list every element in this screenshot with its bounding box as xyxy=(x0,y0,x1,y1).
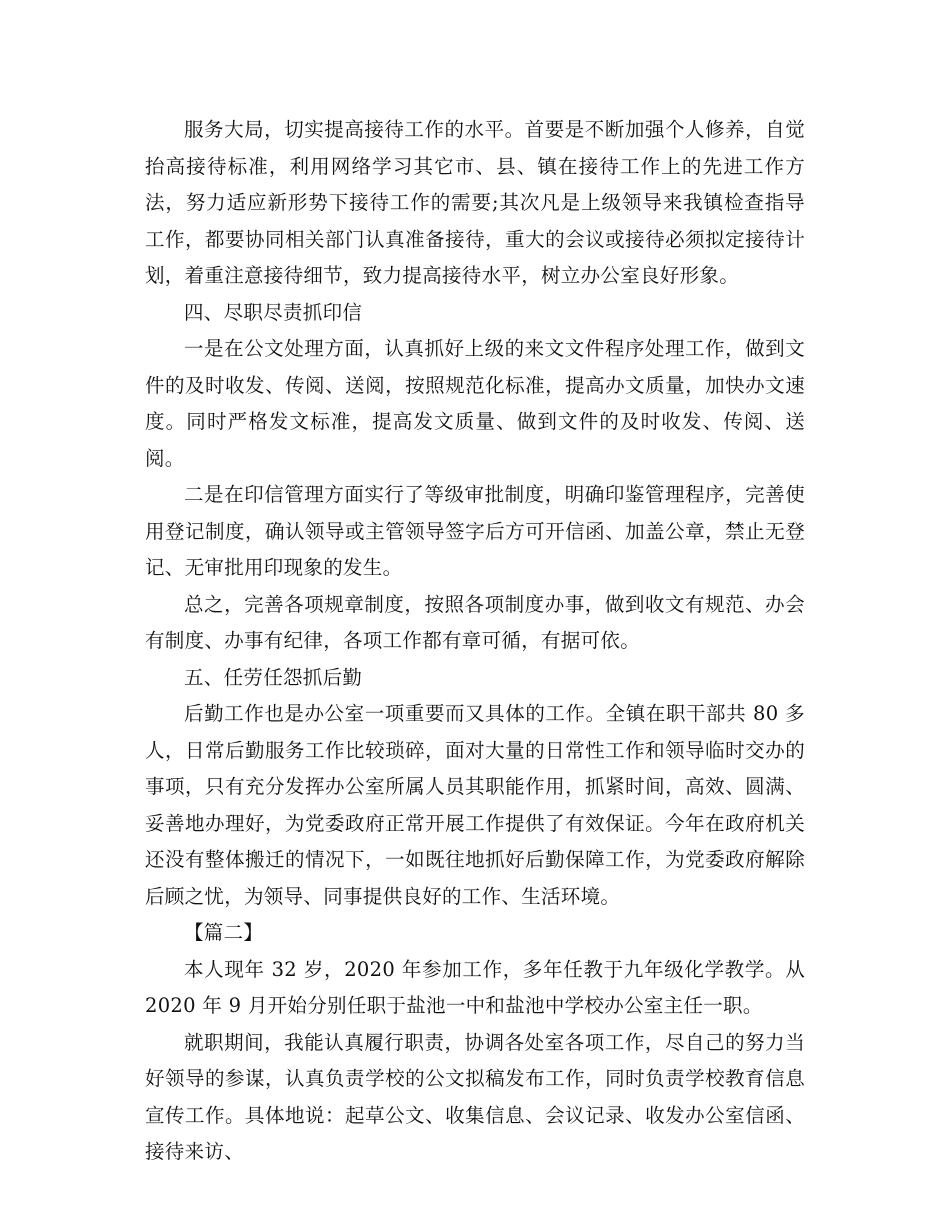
document-body xyxy=(145,112,805,1171)
paragraph-document-handling: 一是在公文处理方面，认真抓好上级的来文文件程序处理工作，做到文件的及时收发、传阅、送阅，按照规范化标准，提高办文质量，加快办文速度。同时严格发文标准，提高发文质量、做到文件的及时收发、传阅、送阅。 xyxy=(145,337,805,470)
paragraph-summary: 总之，完善各项规章制度，按照各项制度办事，做到收文有规范、办会有制度、办事有纪律，各项工作都有章可循，有据可依。 xyxy=(145,592,805,652)
section-heading-logistics: 五、任劳任怨抓后勤 xyxy=(184,665,363,689)
section-heading-seals: 四、尽职尽责抓印信 xyxy=(184,300,363,324)
paragraph-logistics: 后勤工作也是办公室一项重要而又具体的工作。全镇在职干部共 80 多人，日常后勤服务工作比较琐碎，面对大量的日常性工作和领导临时交办的事项，只有充分发挥办公室所属人员其职能作用，抓紧时间，高效、圆满、妥善地办理好，为党委政府正常开展工作提供了有效保证。今年在政府机关还没有整体搬迁的情况下，一如既往地抓好后勤保障工作，为党委政府解除后顾之忧，为领导、同事提供良好的工作、生活环境。 xyxy=(145,702,805,908)
section-heading-part-two: 【篇二】 xyxy=(184,921,264,944)
paragraph-duties: 就职期间，我能认真履行职责，协调各处室各项工作，尽自己的努力当好领导的参谋，认真负责学校的公文拟稿发布工作，同时负责学校教育信息宣传工作。具体地说：起草公文、收集信息、会议记录、收发办公室信函、接待来访、 xyxy=(145,1030,805,1163)
paragraph-personal-info: 本人现年 32 岁，2020 年参加工作，多年任教于九年级化学教学。从 2020 年 9 月开始分别任职于盐池一中和盐池中学校办公室主任一职。 xyxy=(145,957,805,1017)
paragraph-seal-management: 二是在印信管理方面实行了等级审批制度，明确印鉴管理程序，完善使用登记制度，确认领导或主管领导签字后方可开信函、加盖公章，禁止无登记、无审批用印现象的发生。 xyxy=(145,483,805,579)
paragraph-reception: 服务大局，切实提高接待工作的水平。首要是不断加强个人修养，自觉抬高接待标准，利用网络学习其它市、县、镇在接待工作上的先进工作方法，努力适应新形势下接待工作的需要;其次凡是上级领导来我镇检查指导工作，都要协同相关部门认真准备接待，重大的会议或接待必须拟定接待计划，着重注意接待细节，致力提高接待水平，树立办公室良好形象。 xyxy=(145,118,805,287)
